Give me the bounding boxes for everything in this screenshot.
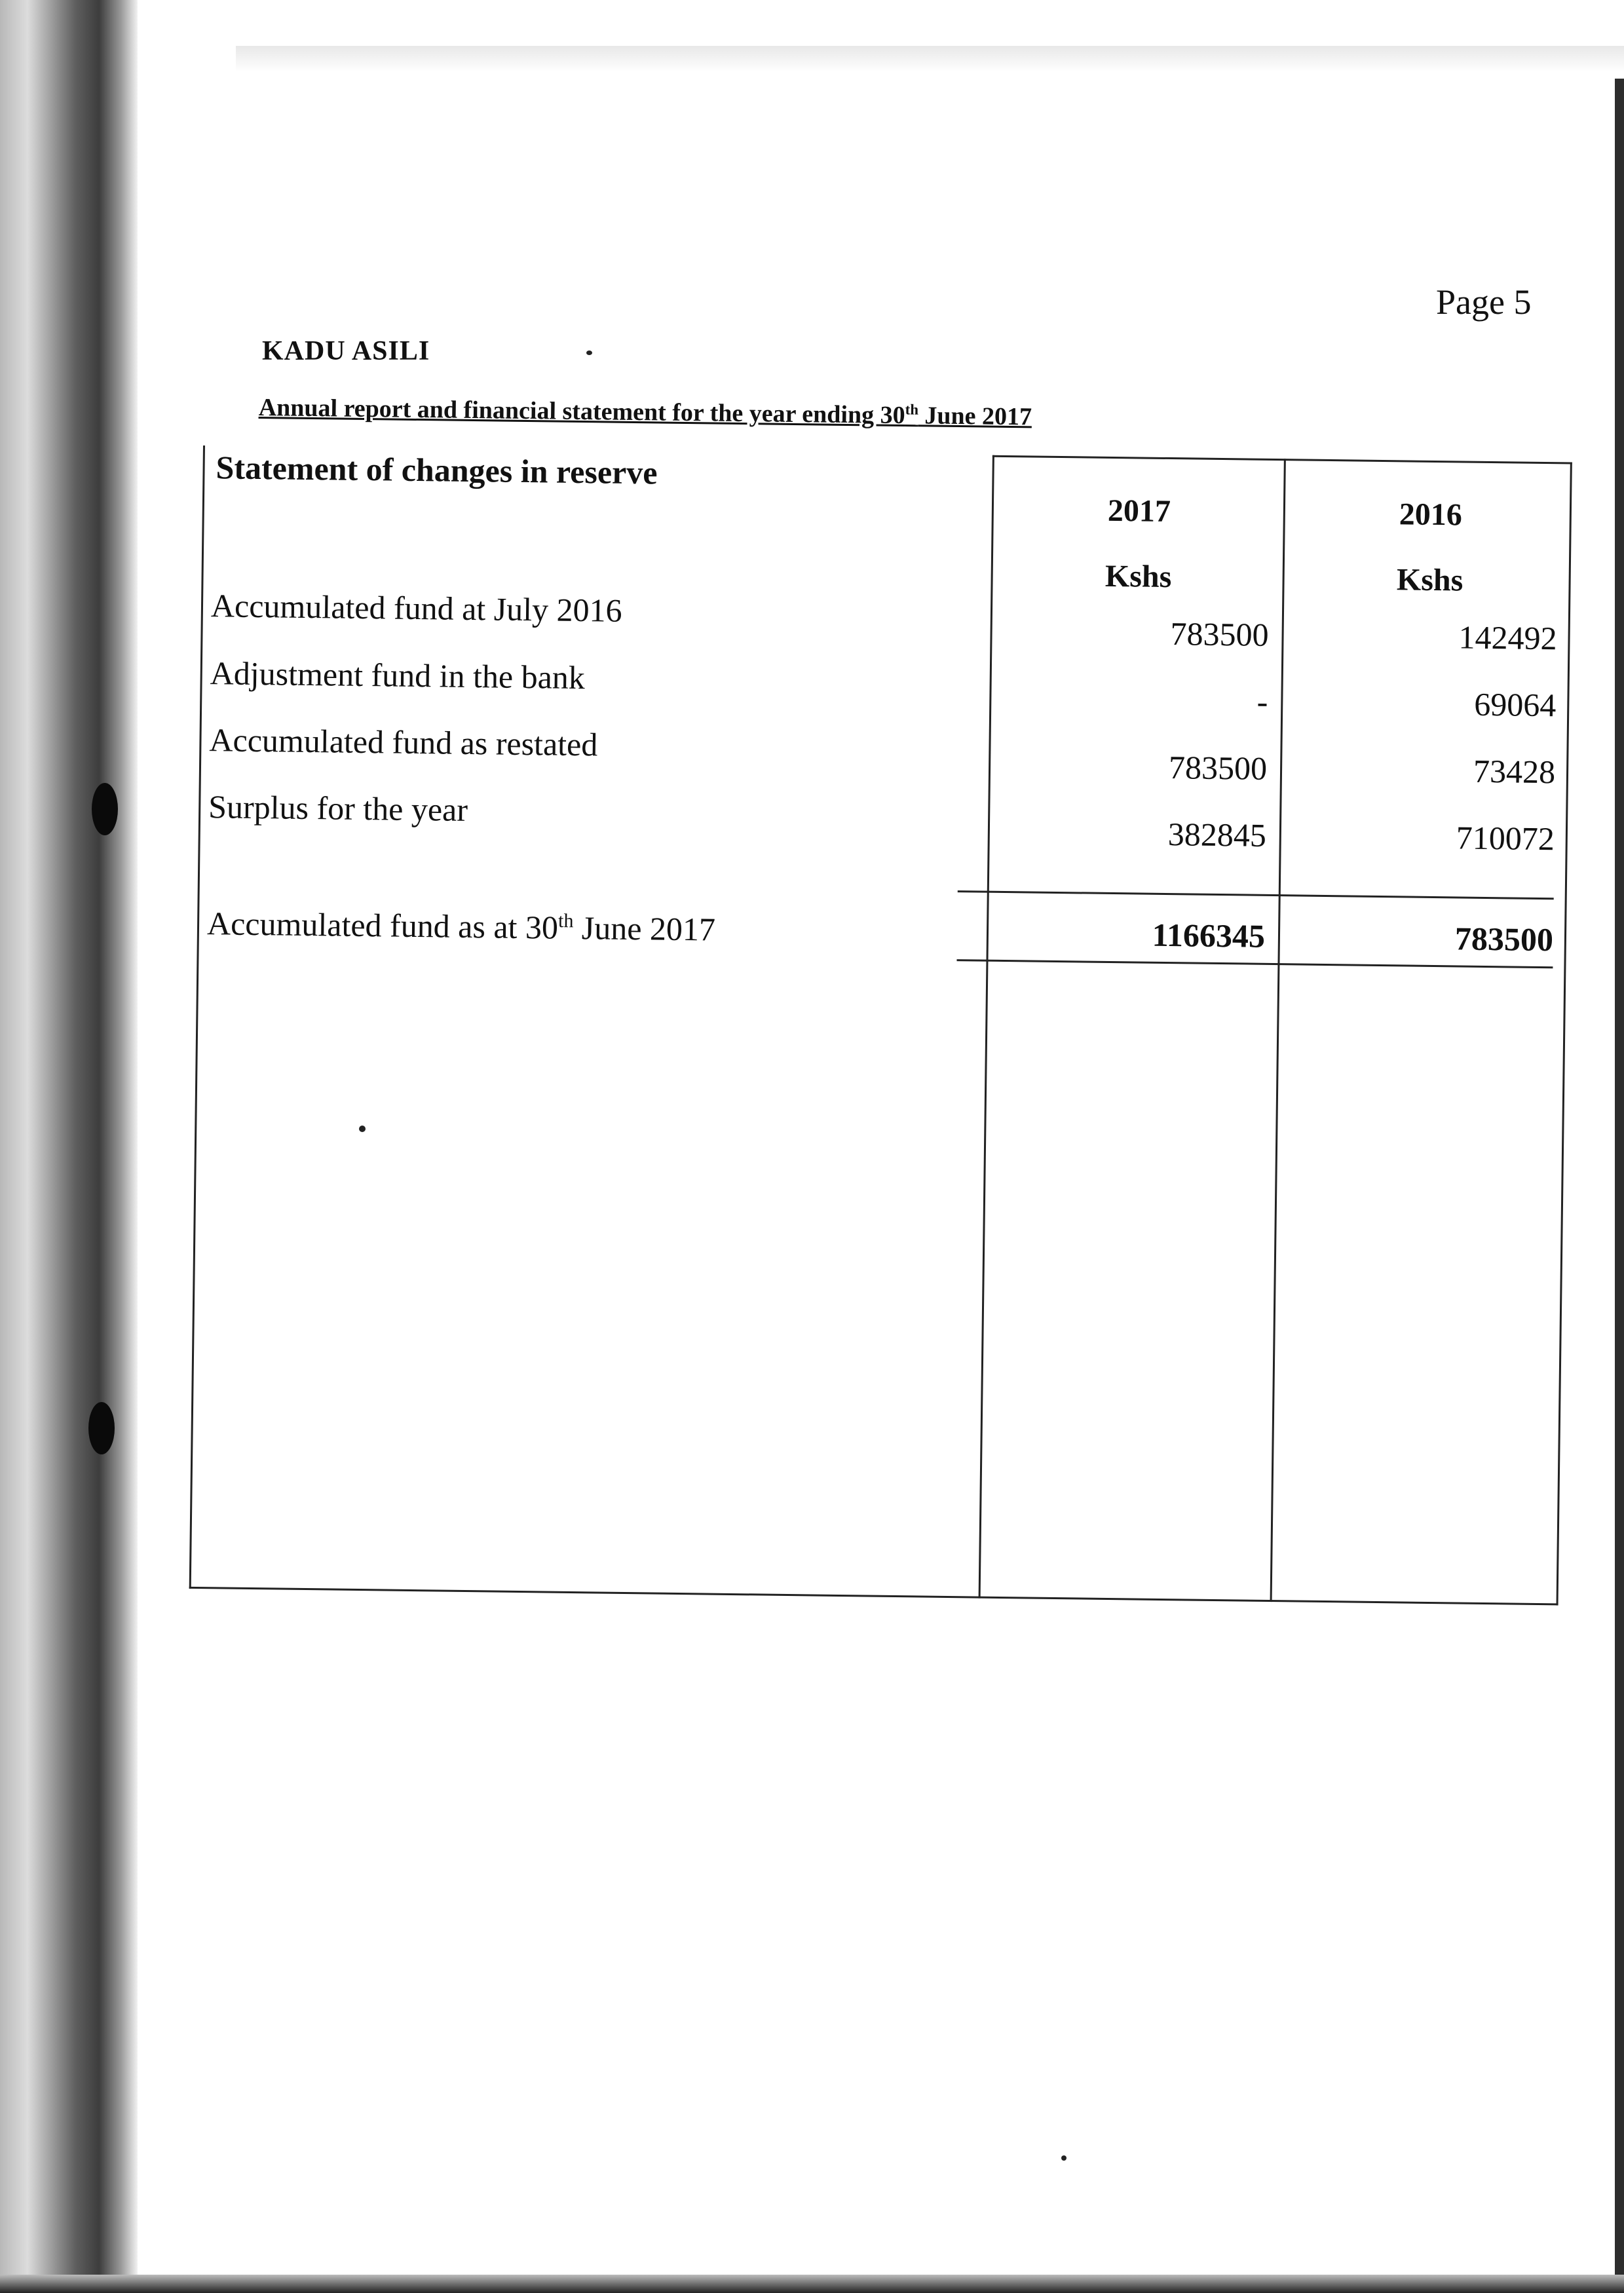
binding-shadow [0,0,138,2293]
column-unit-2017: Kshs [1105,558,1172,595]
value-2017-total: 1166345 [1152,916,1266,955]
scan-speck [359,1126,366,1132]
value-2016-accumulated-fund-july: 142492 [1458,618,1557,657]
scan-speck [1061,2155,1067,2161]
punch-hole [92,783,118,835]
organization-name: KADU ASILI [262,336,430,366]
row-label-accumulated-fund-total: Accumulated fund as at 30th June 2017 [206,905,716,948]
value-2017-adjustment-fund: - [1256,683,1268,720]
value-2016-adjustment-fund: 69064 [1473,685,1557,724]
row-label-accumulated-fund-restated: Accumulated fund as restated [209,721,598,763]
column-year-2017: 2017 [1107,493,1171,529]
punch-hole [88,1402,115,1454]
value-2017-accumulated-fund-restated: 783500 [1168,749,1268,787]
column-year-2016: 2016 [1399,497,1463,533]
value-2017-surplus: 382845 [1167,816,1267,854]
statement-table [189,445,1579,1609]
page-right-edge [1615,79,1624,2280]
value-2016-total: 783500 [1454,920,1554,958]
statement-title: Statement of changes in reserve [216,449,658,491]
page-bottom-edge [0,2275,1624,2293]
page-number: Page 5 [1436,282,1532,322]
value-2016-accumulated-fund-restated: 73428 [1473,752,1556,791]
page-top-edge [236,46,1624,72]
row-label-surplus: Surplus for the year [208,788,468,828]
column-unit-2016: Kshs [1396,562,1463,598]
value-2016-surplus: 710072 [1456,819,1555,858]
value-2017-accumulated-fund-july: 783500 [1170,615,1269,653]
report-subtitle: Annual report and financial statement for the year ending 30th June 2017 [258,393,1032,431]
row-label-adjustment-fund: Adjustment fund in the bank [210,654,586,696]
scan-speck [586,351,592,355]
row-label-accumulated-fund-july: Accumulated fund at July 2016 [210,587,622,629]
